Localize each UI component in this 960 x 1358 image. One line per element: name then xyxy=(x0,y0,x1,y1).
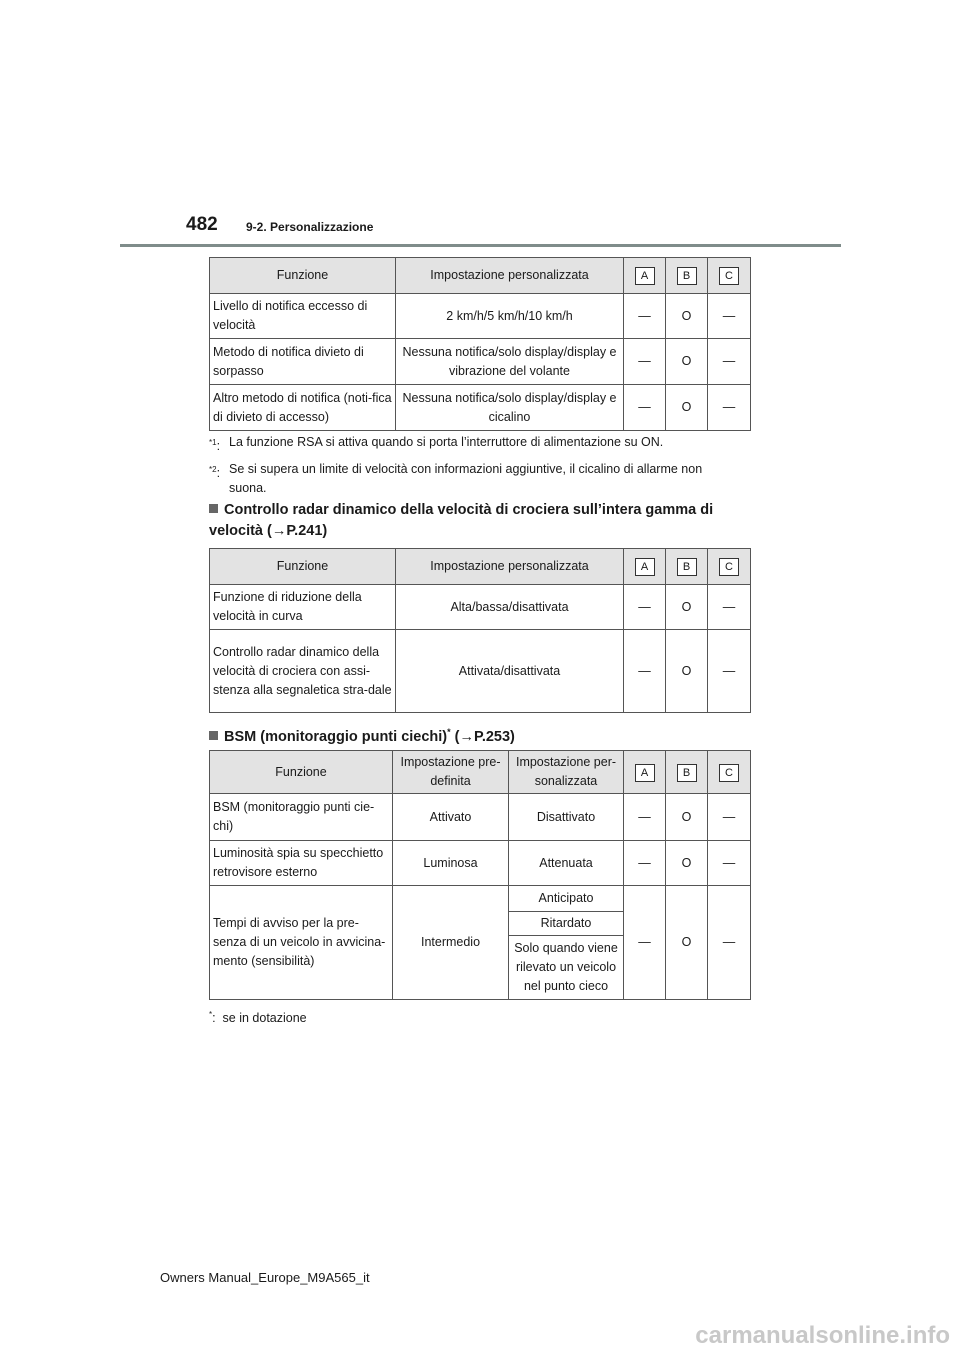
column-c-label: C xyxy=(719,764,739,782)
cell-a: — xyxy=(624,886,666,1000)
header-predefinita: Impostazione pre-definita xyxy=(393,751,509,794)
note-2-text: Se si supera un limite di velocità con informazioni aggiuntive, il cicalino di allarme non suona. xyxy=(229,462,703,496)
cell-option: Ritardato xyxy=(509,912,624,936)
cell-b: O xyxy=(666,886,708,1000)
watermark: carmanualsonline.info xyxy=(695,1322,950,1349)
table-notes xyxy=(209,433,729,498)
cell-b: O xyxy=(666,385,708,431)
section-heading-acc xyxy=(209,500,729,542)
cell-a: — xyxy=(624,630,666,713)
section-heading-text: BSM (monitoraggio punti ciechi) xyxy=(224,728,448,745)
section-title: 9-2. Personalizzazione xyxy=(246,220,374,234)
cell-funzione: Tempi di avviso per la pre-senza di un veicolo in avvicina-mento (sensibilità) xyxy=(210,886,393,1000)
footer-manual-id: Owners Manual_Europe_M9A565_it xyxy=(160,1270,370,1285)
cell-funzione: Luminosità spia su specchietto retrovisore esterno xyxy=(210,841,393,886)
cell-c: — xyxy=(708,794,751,841)
cell-c: — xyxy=(708,339,751,385)
cell-funzione: Altro metodo di notifica (noti-fica di divieto di accesso) xyxy=(210,385,396,431)
customization-table-1 xyxy=(209,257,751,431)
footnote: *: se in dotazione xyxy=(209,1010,307,1026)
column-a-label: A xyxy=(635,764,655,782)
header-funzione: Funzione xyxy=(210,751,393,794)
cell-funzione: Livello di notifica eccesso di velocità xyxy=(210,294,396,339)
table-row xyxy=(210,841,751,886)
table-row xyxy=(210,294,751,339)
cell-funzione: Metodo di notifica divieto di sorpasso xyxy=(210,339,396,385)
cell-c: — xyxy=(708,294,751,339)
cell-funzione: Funzione di riduzione della velocità in curva xyxy=(210,585,396,630)
header-funzione: Funzione xyxy=(210,549,396,585)
table-row xyxy=(210,385,751,431)
square-bullet-icon xyxy=(209,504,218,513)
page-number: 482 xyxy=(186,214,218,235)
table-row xyxy=(210,339,751,385)
cell-c: — xyxy=(708,841,751,886)
cell-b: O xyxy=(666,294,708,339)
cell-impostazione: Nessuna notifica/solo display/display e cicalino xyxy=(396,385,624,431)
cell-predefinita: Intermedio xyxy=(393,886,509,1000)
table-row xyxy=(210,886,751,912)
header-personalizzata: Impostazione per-sonalizzata xyxy=(509,751,624,794)
cell-c: — xyxy=(708,385,751,431)
header-funzione: Funzione xyxy=(210,258,396,294)
cell-predefinita: Attivato xyxy=(393,794,509,841)
equipment-marker: * xyxy=(447,727,451,737)
column-b-label: B xyxy=(677,558,697,576)
cell-impostazione: Alta/bassa/disattivata xyxy=(396,585,624,630)
cell-option: Anticipato xyxy=(509,886,624,912)
table-header-row xyxy=(210,258,751,294)
cell-personalizzata: Disattivato xyxy=(509,794,624,841)
cell-personalizzata: Attenuata xyxy=(509,841,624,886)
cell-a: — xyxy=(624,794,666,841)
cell-b: O xyxy=(666,794,708,841)
square-bullet-icon xyxy=(209,731,218,740)
cell-b: O xyxy=(666,841,708,886)
customization-table-2 xyxy=(209,548,751,713)
cell-a: — xyxy=(624,385,666,431)
cell-funzione: Controllo radar dinamico della velocità di crociera con assi-stenza alla segnaletica stra-dale xyxy=(210,630,396,713)
cell-funzione: BSM (monitoraggio punti cie-chi) xyxy=(210,794,393,841)
note-1-text: La funzione RSA si attiva quando si porta l’interruttore di alimentazione su ON. xyxy=(229,435,664,449)
cell-a: — xyxy=(624,294,666,339)
cell-b: O xyxy=(666,585,708,630)
cell-a: — xyxy=(624,585,666,630)
cell-impostazione: Nessuna notifica/solo display/display e vibrazione del volante xyxy=(396,339,624,385)
cell-a: — xyxy=(624,841,666,886)
table-row xyxy=(210,630,751,713)
cell-option: Solo quando viene rilevato un veicolo nel punto cieco xyxy=(509,936,624,1000)
cell-c: — xyxy=(708,585,751,630)
page-reference: (→P.253) xyxy=(450,728,515,745)
cell-c: — xyxy=(708,886,751,1000)
table-header-row xyxy=(210,751,751,794)
column-c-label: C xyxy=(719,558,739,576)
note-1-marker: *1 xyxy=(209,438,217,447)
cell-b: O xyxy=(666,339,708,385)
cell-impostazione: Attivata/disattivata xyxy=(396,630,624,713)
section-heading-text: Controllo radar dinamico della velocità di crociera sull’intera gamma di velocità (→P.241) xyxy=(209,502,714,539)
column-b-label: B xyxy=(677,764,697,782)
footnote-text: se in dotazione xyxy=(222,1011,307,1026)
column-a-label: A xyxy=(635,558,655,576)
note-1: $^{*1}$: La funzione RSA si attiva quando si porta l’interruttore di alimentazione su ON. xyxy=(209,433,729,456)
table-row xyxy=(210,794,751,841)
header-impostazione: Impostazione personalizzata xyxy=(396,549,624,585)
note-2: $^{*2}$: Se si supera un limite di velocità con informazioni aggiuntive, il cicalino di allarme non suona. xyxy=(209,460,729,498)
table-row xyxy=(210,585,751,630)
cell-a: — xyxy=(624,339,666,385)
header-rule xyxy=(120,244,841,247)
footnote-marker: * xyxy=(209,1010,213,1019)
cell-c: — xyxy=(708,630,751,713)
column-b-label: B xyxy=(677,267,697,285)
column-c-label: C xyxy=(719,267,739,285)
column-a-label: A xyxy=(635,267,655,285)
cell-predefinita: Luminosa xyxy=(393,841,509,886)
table-header-row xyxy=(210,549,751,585)
section-heading-bsm xyxy=(209,722,515,748)
header-impostazione: Impostazione personalizzata xyxy=(396,258,624,294)
cell-b: O xyxy=(666,630,708,713)
note-2-marker: *2 xyxy=(209,465,217,475)
cell-impostazione: 2 km/h/5 km/h/10 km/h xyxy=(396,294,624,339)
customization-table-3 xyxy=(209,750,751,1000)
